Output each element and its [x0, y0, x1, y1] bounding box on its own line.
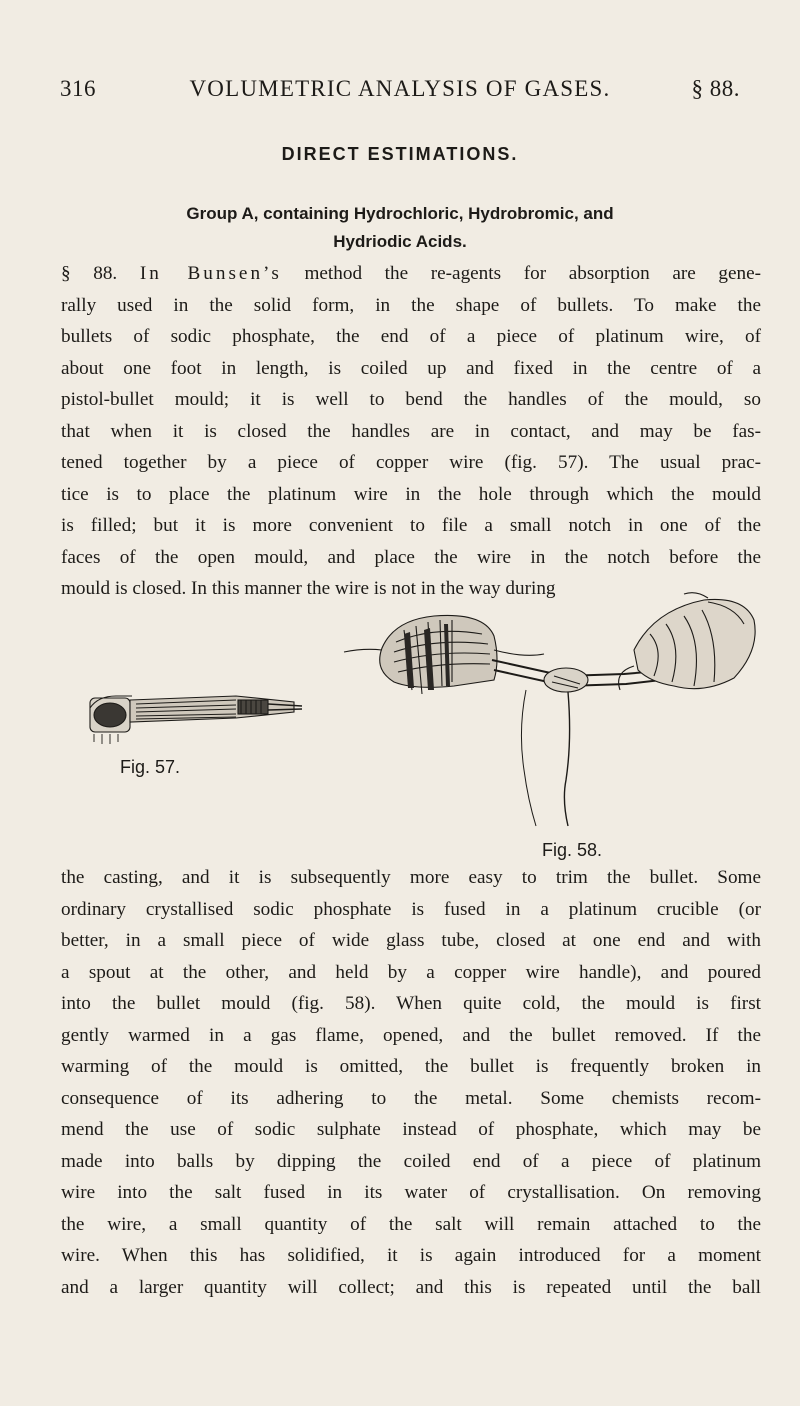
line-text: method the re-agents for absorption are gene-: [281, 263, 762, 284]
subtitle-line: Hydriodic Acids.: [333, 232, 467, 251]
paragraph-2: [61, 862, 761, 1303]
paragraph-line: gently warmed in a gas flame, opened, and the bullet removed. If the: [61, 1024, 761, 1046]
figure-area: [60, 590, 760, 870]
paragraph-line: bullets of sodic phosphate, the end of a piece of platinum wire, of: [61, 326, 761, 347]
paragraph-line: faces of the open mould, and place the wire in the notch before the: [61, 546, 761, 568]
paragraph-line: made into balls by dipping the coiled end of a piece of platinum: [61, 1150, 761, 1172]
paragraph-line: mould is closed. In this manner the wire is not in the way during: [61, 578, 556, 599]
subtitle-line: Group A, containing Hydrochloric, Hydrobromic, and: [186, 204, 614, 223]
fig57-caption: Fig. 57.: [120, 757, 181, 777]
section-number: § 88.: [691, 76, 740, 101]
paragraph-line: wire into the salt fused in its water of crystallisation. On removing: [61, 1182, 761, 1203]
author-name: Bunsen’s: [187, 263, 282, 284]
paragraph-line: tened together by a piece of copper wire (fig. 57). The usual prac-: [61, 452, 761, 473]
paragraph-line: and a larger quantity will collect; and this is repeated until the ball: [61, 1276, 761, 1298]
bullet-mould-held-with-wire-illustration: [304, 590, 760, 830]
paragraph-line: a spout at the other, and held by a copper wire handle), and poured: [61, 961, 761, 983]
paragraph-line: the wire, a small quantity of the salt will remain attached to the: [61, 1213, 761, 1235]
bullet-mould-closed-illustration: [86, 678, 306, 748]
paragraph-line: about one foot in length, is coiled up and fixed in the centre of a: [61, 357, 761, 379]
page-number: 316: [60, 76, 96, 101]
fig58-caption: Fig. 58.: [542, 840, 603, 860]
paragraph-line: tice is to place the platinum wire in the hole through which the mould: [61, 483, 761, 505]
paragraph-line: that when it is closed the handles are in contact, and may be fas-: [61, 420, 761, 442]
running-title: VOLUMETRIC ANALYSIS OF GASES.: [189, 76, 611, 101]
running-header: [60, 76, 740, 106]
paragraph-line: rally used in the solid form, in the shape of bullets. To make the: [61, 294, 761, 316]
section-mark: § 88.: [61, 263, 140, 284]
paragraph-line: is filled; but it is more convenient to file a small notch in one of the: [61, 515, 761, 536]
paragraph-line: into the bullet mould (fig. 58). When quite cold, the mould is first: [61, 993, 761, 1014]
paragraph-line: better, in a small piece of wide glass tube, closed at one end and with: [61, 930, 761, 951]
paragraph-line: the casting, and it is subsequently more easy to trim the bullet. Some: [61, 867, 761, 888]
section-title: DIRECT ESTIMATIONS.: [281, 144, 519, 164]
lead-word: In: [139, 263, 188, 284]
paragraph-line: consequence of its adhering to the metal. Some chemists recom-: [61, 1087, 761, 1109]
paragraph-line: [61, 258, 761, 290]
paragraph-line: mend the use of sodic sulphate instead of phosphate, which may be: [61, 1119, 761, 1140]
paragraph-line: warming of the mould is omitted, the bullet is frequently broken in: [61, 1056, 761, 1077]
subtitle: [90, 200, 710, 256]
paragraph-line: pistol-bullet mould; it is well to bend the handles of the mould, so: [61, 389, 761, 410]
paragraph-line: wire. When this has solidified, it is again introduced for a moment: [61, 1245, 761, 1266]
paragraph-line: ordinary crystallised sodic phosphate is fused in a platinum crucible (or: [61, 898, 761, 920]
paragraph-1: [61, 258, 761, 605]
